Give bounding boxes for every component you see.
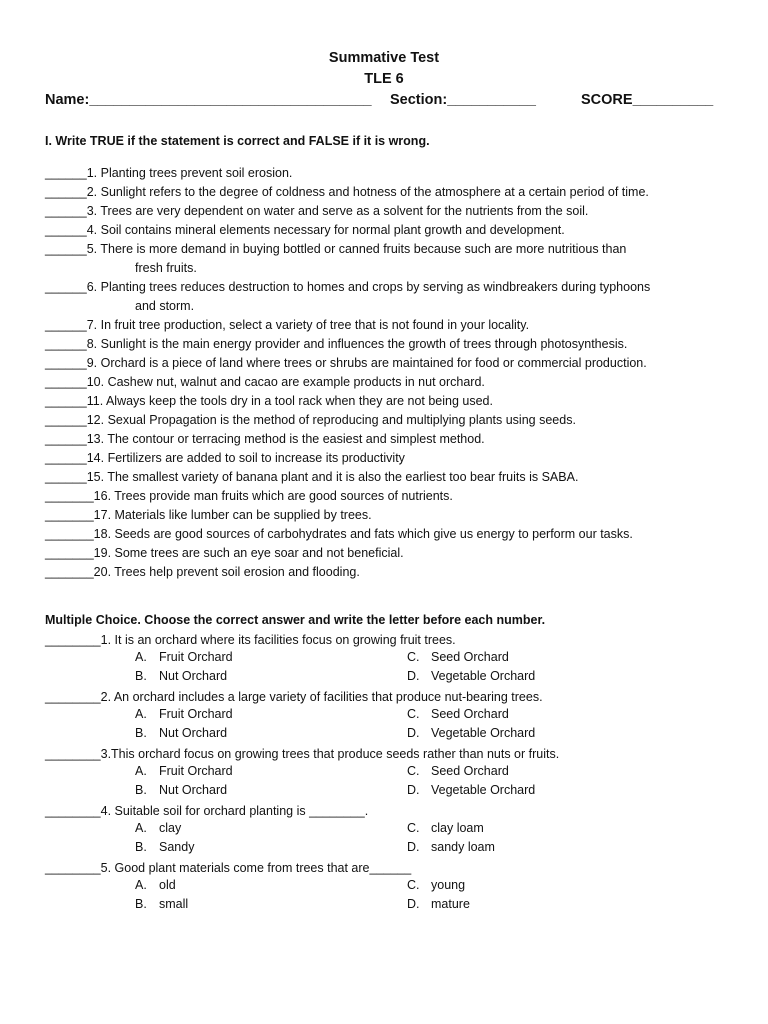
option-letter: B. xyxy=(135,783,147,797)
option-text: Seed Orchard xyxy=(431,707,509,721)
tf-item xyxy=(45,487,453,506)
mc-question xyxy=(45,802,368,821)
answer-blank[interactable]: ______ xyxy=(45,413,87,427)
tf-item xyxy=(45,221,565,240)
tf-item xyxy=(45,468,578,487)
option-letter: C. xyxy=(407,764,420,778)
answer-blank[interactable]: _______ xyxy=(45,546,94,560)
mc-question-text: 2. An orchard includes a large variety of facilities that produce nut-bearing trees. xyxy=(100,690,543,704)
mc-question-text: 1. It is an orchard where its facilities focus on growing fruit trees. xyxy=(100,633,456,647)
tf-item xyxy=(45,373,485,392)
mc-option-a xyxy=(135,821,181,835)
option-letter: D. xyxy=(407,840,420,854)
option-text: small xyxy=(159,897,189,911)
option-letter: A. xyxy=(135,707,147,721)
option-text: Nut Orchard xyxy=(159,669,228,683)
answer-blank[interactable]: ________ xyxy=(45,690,101,704)
tf-item xyxy=(45,449,405,468)
tf-statement: 10. Cashew nut, walnut and cacao are example products in nut orchard. xyxy=(86,375,485,389)
option-letter: C. xyxy=(407,707,420,721)
answer-blank[interactable]: _______ xyxy=(45,527,94,541)
answer-blank[interactable]: ______ xyxy=(45,394,87,408)
answer-blank[interactable]: ______ xyxy=(45,375,87,389)
answer-blank[interactable]: ______ xyxy=(45,204,87,218)
answer-blank[interactable]: ______ xyxy=(45,337,87,351)
tf-statement: 5. There is more demand in buying bottled or canned fruits because such are more nutritious than xyxy=(86,242,627,256)
option-letter: B. xyxy=(135,840,147,854)
answer-blank[interactable]: ______ xyxy=(45,223,87,237)
answer-blank[interactable]: ______ xyxy=(45,432,87,446)
tf-item xyxy=(45,202,588,221)
mc-question xyxy=(45,745,559,764)
answer-blank[interactable]: ______ xyxy=(45,470,87,484)
section-field[interactable]: Section:___________ xyxy=(390,92,536,108)
tf-item xyxy=(45,411,576,430)
answer-blank[interactable]: ________ xyxy=(45,633,101,647)
tf-statement: 14. Fertilizers are added to soil to increase its productivity xyxy=(86,451,405,465)
tf-item xyxy=(45,240,626,278)
tf-item xyxy=(45,354,647,373)
mc-option-a xyxy=(135,764,233,778)
option-text: Nut Orchard xyxy=(159,783,228,797)
option-letter: B. xyxy=(135,726,147,740)
mc-question xyxy=(45,631,456,650)
option-text: Fruit Orchard xyxy=(159,764,233,778)
mc-option-a xyxy=(135,650,233,664)
answer-blank[interactable]: ______ xyxy=(45,242,87,256)
tf-item xyxy=(45,278,650,316)
answer-blank[interactable]: ______ xyxy=(45,356,87,370)
mc-question-text: 3.This orchard focus on growing trees that produce seeds rather than nuts or fruits. xyxy=(100,747,560,761)
tf-statement: 15. The smallest variety of banana plant and it is also the earliest too bear fruits is SABA. xyxy=(86,470,579,484)
mc-question-text: 4. Suitable soil for orchard planting is ________. xyxy=(100,804,369,818)
mc-option-b xyxy=(135,840,194,854)
tf-item xyxy=(45,563,360,582)
answer-blank[interactable]: ______ xyxy=(45,185,87,199)
option-letter: C. xyxy=(407,650,420,664)
mc-option-c xyxy=(407,878,465,892)
tf-statement: 12. Sexual Propagation is the method of reproducing and multiplying plants using seeds. xyxy=(86,413,576,427)
tf-item xyxy=(45,183,649,202)
mc-option-d xyxy=(407,897,470,911)
mc-option-d xyxy=(407,726,535,740)
option-letter: D. xyxy=(407,783,420,797)
tf-statement: 18. Seeds are good sources of carbohydrates and fats which give us energy to perform our tasks. xyxy=(93,527,633,541)
option-letter: B. xyxy=(135,669,147,683)
tf-statement: 8. Sunlight is the main energy provider and influences the growth of trees through photosynthesis. xyxy=(86,337,628,351)
option-letter: A. xyxy=(135,878,147,892)
mc-question xyxy=(45,859,411,878)
option-text: Nut Orchard xyxy=(159,726,228,740)
answer-blank[interactable]: ________ xyxy=(45,861,101,875)
document-subtitle: TLE 6 xyxy=(364,71,404,87)
tf-item xyxy=(45,506,372,525)
mc-option-d xyxy=(407,669,535,683)
option-letter: A. xyxy=(135,821,147,835)
option-text: clay xyxy=(159,821,182,835)
option-text: mature xyxy=(431,897,470,911)
tf-statement-continuation: and storm. xyxy=(135,299,195,313)
option-letter: A. xyxy=(135,764,147,778)
answer-blank[interactable]: ______ xyxy=(45,318,87,332)
option-text: Fruit Orchard xyxy=(159,650,233,664)
tf-statement: 19. Some trees are such an eye soar and not beneficial. xyxy=(93,546,404,560)
mc-option-c xyxy=(407,764,509,778)
score-field[interactable]: SCORE__________ xyxy=(581,92,714,108)
tf-statement: 11. Always keep the tools dry in a tool rack when they are not being used. xyxy=(86,394,493,408)
mc-option-b xyxy=(135,897,188,911)
answer-blank[interactable]: ________ xyxy=(45,804,101,818)
tf-statement: 9. Orchard is a piece of land where trees or shrubs are maintained for food or commercial production. xyxy=(86,356,647,370)
tf-statement: 3. Trees are very dependent on water and serve as a solvent for the nutrients from the soil. xyxy=(86,204,589,218)
option-text: Fruit Orchard xyxy=(159,707,233,721)
tf-statement: 7. In fruit tree production, select a variety of tree that is not found in your locality. xyxy=(86,318,530,332)
mc-option-c xyxy=(407,707,509,721)
tf-statement: 4. Soil contains mineral elements necessary for normal plant growth and development. xyxy=(86,223,565,237)
tf-item xyxy=(45,316,529,335)
option-letter: D. xyxy=(407,669,420,683)
mc-option-a xyxy=(135,878,176,892)
answer-blank[interactable]: _______ xyxy=(45,489,94,503)
option-letter: D. xyxy=(407,726,420,740)
option-text: sandy loam xyxy=(431,840,495,854)
part2-instruction: Multiple Choice. Choose the correct answer and write the letter before each number. xyxy=(45,613,546,627)
option-text: old xyxy=(159,878,176,892)
document-title: Summative Test xyxy=(328,50,440,66)
mc-option-a xyxy=(135,707,233,721)
answer-blank[interactable]: ______ xyxy=(45,280,87,294)
mc-option-c xyxy=(407,821,484,835)
mc-option-c xyxy=(407,650,509,664)
mc-option-d xyxy=(407,783,535,797)
tf-item xyxy=(45,430,485,449)
part1-instruction: I. Write TRUE if the statement is correct and FALSE if it is wrong. xyxy=(45,134,430,148)
mc-option-b xyxy=(135,669,227,683)
tf-statement: 2. Sunlight refers to the degree of coldness and hotness of the atmosphere at a certain period of time. xyxy=(86,185,649,199)
answer-blank[interactable]: _______ xyxy=(45,508,94,522)
name-field[interactable]: Name:___________________________________ xyxy=(45,92,372,108)
answer-blank[interactable]: _______ xyxy=(45,565,94,579)
mc-question xyxy=(45,688,543,707)
option-text: Sandy xyxy=(159,840,195,854)
option-text: clay loam xyxy=(431,821,484,835)
option-text: Vegetable Orchard xyxy=(431,783,536,797)
mc-question-text: 5. Good plant materials come from trees that are______ xyxy=(100,861,412,875)
option-text: Seed Orchard xyxy=(431,764,509,778)
mc-option-b xyxy=(135,726,227,740)
option-letter: C. xyxy=(407,821,420,835)
answer-blank[interactable]: ________ xyxy=(45,747,101,761)
answer-blank[interactable]: ______ xyxy=(45,451,87,465)
option-letter: C. xyxy=(407,878,420,892)
tf-statement: 20. Trees help prevent soil erosion and flooding. xyxy=(93,565,360,579)
tf-item xyxy=(45,525,633,544)
option-letter: A. xyxy=(135,650,147,664)
tf-statement: 13. The contour or terracing method is the easiest and simplest method. xyxy=(86,432,485,446)
tf-statement: 6. Planting trees reduces destruction to homes and crops by serving as windbreakers during typhoons xyxy=(86,280,651,294)
tf-item xyxy=(45,164,292,183)
option-letter: B. xyxy=(135,897,147,911)
tf-statement-continuation: fresh fruits. xyxy=(135,261,197,275)
tf-statement: 17. Materials like lumber can be supplied by trees. xyxy=(93,508,372,522)
option-text: Seed Orchard xyxy=(431,650,509,664)
tf-item xyxy=(45,392,493,411)
tf-statement: 1. Planting trees prevent soil erosion. xyxy=(86,166,293,180)
option-text: young xyxy=(431,878,466,892)
tf-item xyxy=(45,335,627,354)
mc-option-d xyxy=(407,840,495,854)
tf-statement: 16. Trees provide man fruits which are good sources of nutrients. xyxy=(93,489,453,503)
answer-blank[interactable]: ______ xyxy=(45,166,87,180)
option-text: Vegetable Orchard xyxy=(431,669,536,683)
mc-option-b xyxy=(135,783,227,797)
option-letter: D. xyxy=(407,897,420,911)
tf-item xyxy=(45,544,404,563)
option-text: Vegetable Orchard xyxy=(431,726,536,740)
